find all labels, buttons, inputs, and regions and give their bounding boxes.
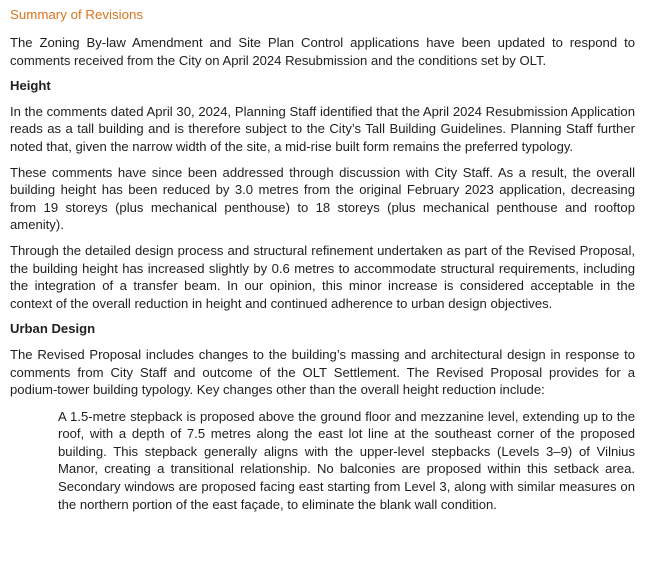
urban-design-heading: Urban Design xyxy=(10,321,96,337)
height-heading: Height xyxy=(10,78,51,94)
height-paragraph-1: In the comments dated April 30, 2024, Planning Staff identified that the April 2024 Resubmission Application reads as a tall building and is therefore subject to the City’s Tall Building Guidelines. Planning Staff further noted that, given the narrow width of the site, a mid-rise built form remains the preferred typology. xyxy=(10,103,635,154)
stepback-paragraph: A 1.5-metre stepback is proposed above the ground floor and mezzanine level, extending up to the roof, with a depth of 7.5 metres along the east lot line at the southeast corner of the proposed building. This stepback generally aligns with the upper-level stepbacks (Levels 3–9) of Vilnius Manor, creating a transitional relationship. No balconies are proposed within this setback area. Secondary windows are proposed facing east starting from Level 3, along with similar measures on the northern portion of the east façade, to eliminate the blank wall condition. xyxy=(58,408,635,512)
height-paragraph-3: Through the detailed design process and structural refinement undertaken as part of the Revised Proposal, the building height has increased slightly by 0.6 metres to accommodate structural requirements, including the integration of a transfer beam. In our opinion, this minor increase is considered acceptable in the context of the overall reduction in height and continued adherence to urban design objectives. xyxy=(10,242,635,311)
intro-paragraph: The Zoning By-law Amendment and Site Plan Control applications have been updated to respond to comments received from the City on April 2024 Resubmission and the conditions set by OLT. xyxy=(10,35,635,68)
section-title: Summary of Revisions xyxy=(10,7,144,22)
urban-design-paragraph: The Revised Proposal includes changes to the building’s massing and architectural design in response to comments from City Staff and outcome of the OLT Settlement. The Revised Proposal provides for a podium-tower building typology. Key changes other than the overall height reduction include: xyxy=(10,346,635,398)
height-paragraph-2: These comments have since been addressed through discussion with City Staff. As a result, the overall building height has been reduced by 3.0 metres from the original February 2023 application, decreasing from 19 storeys (plus mechanical penthouse) to 18 storeys (plus mechanical penthouse and rooftop amenity). xyxy=(10,164,635,233)
